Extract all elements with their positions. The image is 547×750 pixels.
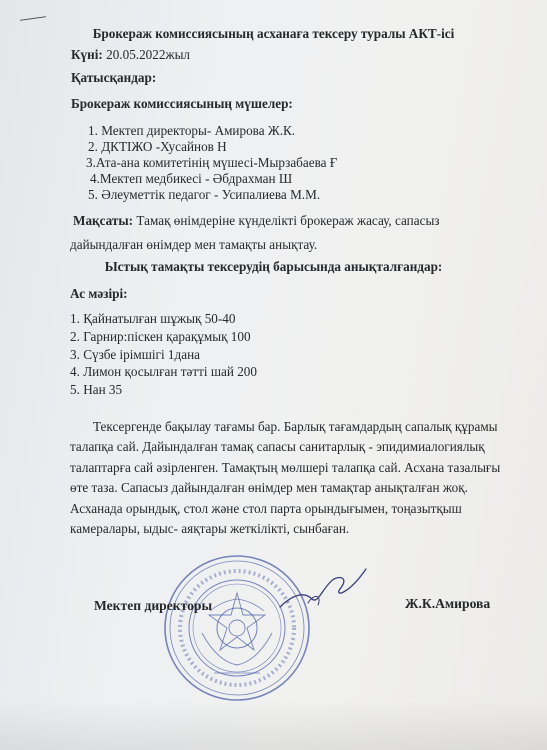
findings-paragraph-line: Тексергенде бақылау тағамы бар. Барлық тағамдардың сапалық құрамы xyxy=(93,419,498,434)
member-item: 1. Мектеп директоры- Амирова Ж.К. xyxy=(88,123,296,138)
menu-item: 5. Нан 35 xyxy=(70,382,123,397)
findings-paragraph-line: талапқа сай. Дайындалған тамақ сапасы санитарлық - эпидимиалогиялық xyxy=(70,439,485,454)
date-label: Күні: xyxy=(71,47,103,62)
purpose-text: Тамақ өнімдеріне күнделікті брокераж жасау, сапасыз xyxy=(133,213,440,228)
purpose-label: Мақсаты: xyxy=(73,213,134,228)
menu-item: 1. Қайнатылған шұжық 50-40 xyxy=(70,311,236,326)
findings-heading: Ыстық тамақты тексерудің барысында анықталғандар: xyxy=(104,259,443,274)
menu-item: 2. Гарнир:піскен қарақұмық 100 xyxy=(70,329,251,344)
members-label: Брокераж комиссиясының мүшелер: xyxy=(71,96,293,111)
corner-mark xyxy=(20,16,46,21)
menu-item: 4. Лимон қосылған тәтті шай 200 xyxy=(70,364,257,379)
date-value: 20.05.2022жыл xyxy=(102,47,191,62)
menu-label: Ас мәзірі: xyxy=(70,286,128,301)
page-shadow xyxy=(0,700,547,750)
director-name: Ж.К.Амирова xyxy=(405,596,491,611)
findings-paragraph-line: Асханада орындық, стол және стол парта орындығымен, тоңазытқыш xyxy=(70,501,462,516)
member-item: 3.Ата-ана комитетінің мүшесі-Мырзабаева Ғ xyxy=(86,155,338,170)
participants-label: Қатысқандар: xyxy=(71,70,157,85)
signature-icon xyxy=(278,565,368,615)
purpose-text-continued: дайындалған өнімдер мен тамақты анықтау. xyxy=(70,237,318,252)
member-item: 4.Мектеп медбикесі - Әбдрахман Ш xyxy=(90,171,293,186)
member-item: 2. ДКТІЖО -Хусайнов Н xyxy=(88,139,227,154)
document-title: Брокераж комиссиясының асханаға тексеру туралы АКТ-ісі xyxy=(92,26,455,41)
purpose-line xyxy=(73,213,440,229)
member-item: 5. Әлеуметтік педагог - Усипалиева М.М. xyxy=(88,187,321,202)
date-line xyxy=(71,47,190,63)
director-label: Мектеп директоры xyxy=(94,598,213,613)
findings-paragraph-line: камералары, ыдыс- аяқтары жеткілікті, сынбаған. xyxy=(70,521,350,536)
findings-paragraph-line: талаптарға сай әзірленген. Тамақтың мөлшері талапқа сай. Асхана тазалығы xyxy=(70,460,501,475)
findings-paragraph-line: өте таза. Сапасыз дайындалған өнімдер мен тамақтар анықталған жоқ. xyxy=(70,480,468,495)
menu-item: 3. Сүзбе ірімшігі 1дана xyxy=(70,347,200,362)
